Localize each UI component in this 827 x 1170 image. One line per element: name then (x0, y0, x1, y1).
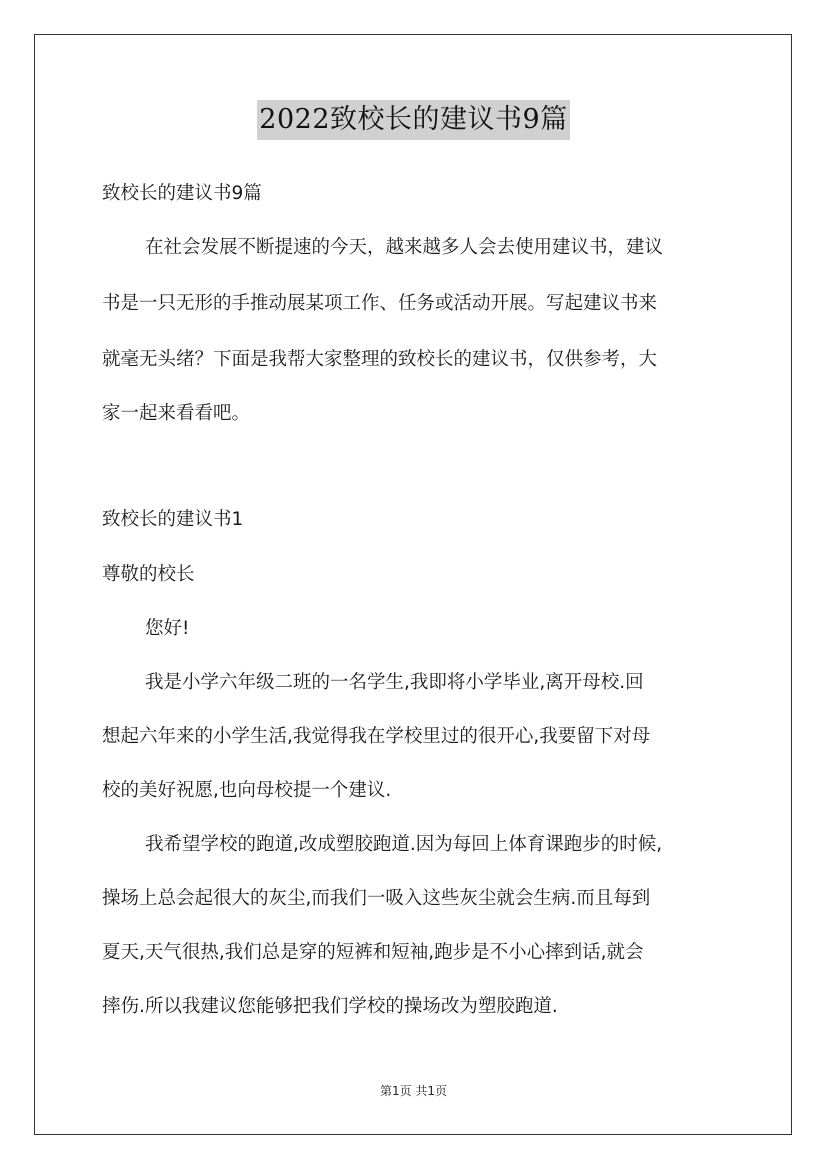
document-subtitle: 致校长的建议书9篇 (102, 183, 262, 204)
para2-line-3: 夏天,天气很热,我们总是穿的短裤和短袖,跑步是不小心摔到话,就会 (102, 942, 644, 963)
intro-line-3: 就毫无头绪？下面是我帮大家整理的致校长的建议书，仅供参考，大 (102, 349, 658, 370)
para1-line-2: 想起六年来的小学生活,我觉得我在学校里过的很开心,我要留下对母 (102, 726, 651, 747)
intro-line-1: 在社会发展不断提速的今天，越来越多人会去使用建议书，建议 (145, 237, 664, 258)
para1-line-1: 我是小学六年级二班的一名学生,我即将小学毕业,离开母校.回 (145, 672, 644, 693)
salutation: 尊敬的校长 (102, 564, 195, 585)
page-number: 第1页 共1页 (379, 1084, 448, 1098)
title-container (0, 100, 827, 140)
para2-line-2: 操场上总会起很大的灰尘,而我们一吸入这些灰尘就会生病.而且每到 (102, 888, 651, 909)
greeting: 您好! (145, 618, 190, 639)
para2-line-4: 摔伤.所以我建议您能够把我们学校的操场改为塑胶跑道. (102, 996, 558, 1017)
intro-line-2: 书是一只无形的手推动展某项工作、任务或活动开展。写起建议书来 (102, 293, 658, 314)
section-heading: 致校长的建议书1 (102, 509, 244, 530)
para2-line-1: 我希望学校的跑道,改成塑胶跑道.因为每回上体育课跑步的时候, (145, 834, 663, 855)
document-title: 2022致校长的建议书9篇 (257, 100, 569, 140)
para1-line-3: 校的美好祝愿,也向母校提一个建议. (102, 780, 392, 801)
intro-line-4: 家一起来看看吧。 (102, 403, 251, 424)
